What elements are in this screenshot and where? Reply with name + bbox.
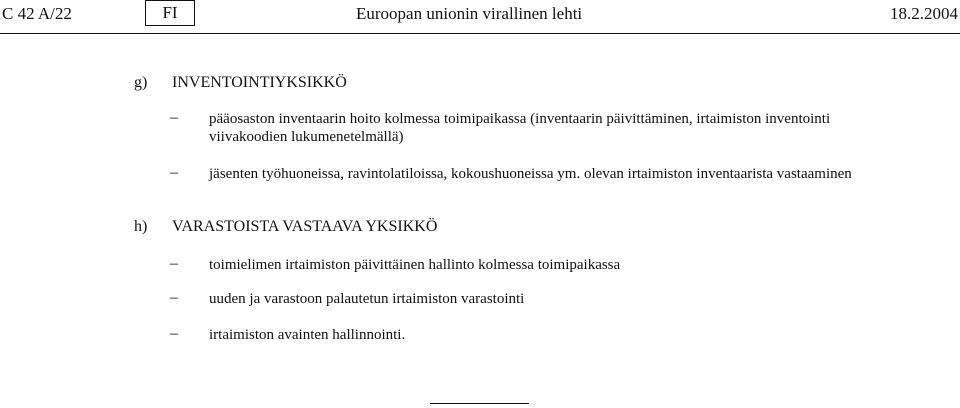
journal-title: Euroopan unionin virallinen lehti (356, 4, 583, 23)
list-dash: – (170, 289, 178, 306)
document-reference: C 42 A/22 (2, 4, 72, 23)
section-h-title: VARASTOISTA VASTAAVA YKSIKKÖ (172, 218, 438, 235)
publication-date: 18.2.2004 (890, 4, 958, 23)
list-dash: – (170, 325, 178, 342)
list-item: irtaimiston avainten hallinnointi. (209, 327, 406, 343)
page-header (0, 0, 960, 30)
list-item: uuden ja varastoon palautetun irtaimiston varastointi (209, 291, 525, 307)
list-item: pääosaston inventaarin hoito kolmessa toimipaikassa (inventaarin päivittäminen, irtaimiston inventointi viivakoodien lukumenetelmällä) (209, 111, 831, 145)
section-g-title: INVENTOINTIYKSIKKÖ (172, 74, 347, 91)
section-h-marker: h) (134, 218, 148, 235)
list-dash: – (170, 255, 178, 272)
language-code-box: FI (145, 0, 195, 26)
header-divider (0, 33, 960, 34)
list-dash: – (170, 109, 178, 126)
footer-divider (430, 403, 529, 404)
list-item: jäsenten työhuoneissa, ravintolatiloissa, kokoushuoneissa ym. olevan irtaimiston inventaarista vastaaminen (209, 166, 852, 182)
list-item: toimielimen irtaimiston päivittäinen hallinto kolmessa toimipaikassa (209, 257, 621, 273)
list-dash: – (170, 164, 178, 181)
section-g-marker: g) (134, 74, 148, 91)
